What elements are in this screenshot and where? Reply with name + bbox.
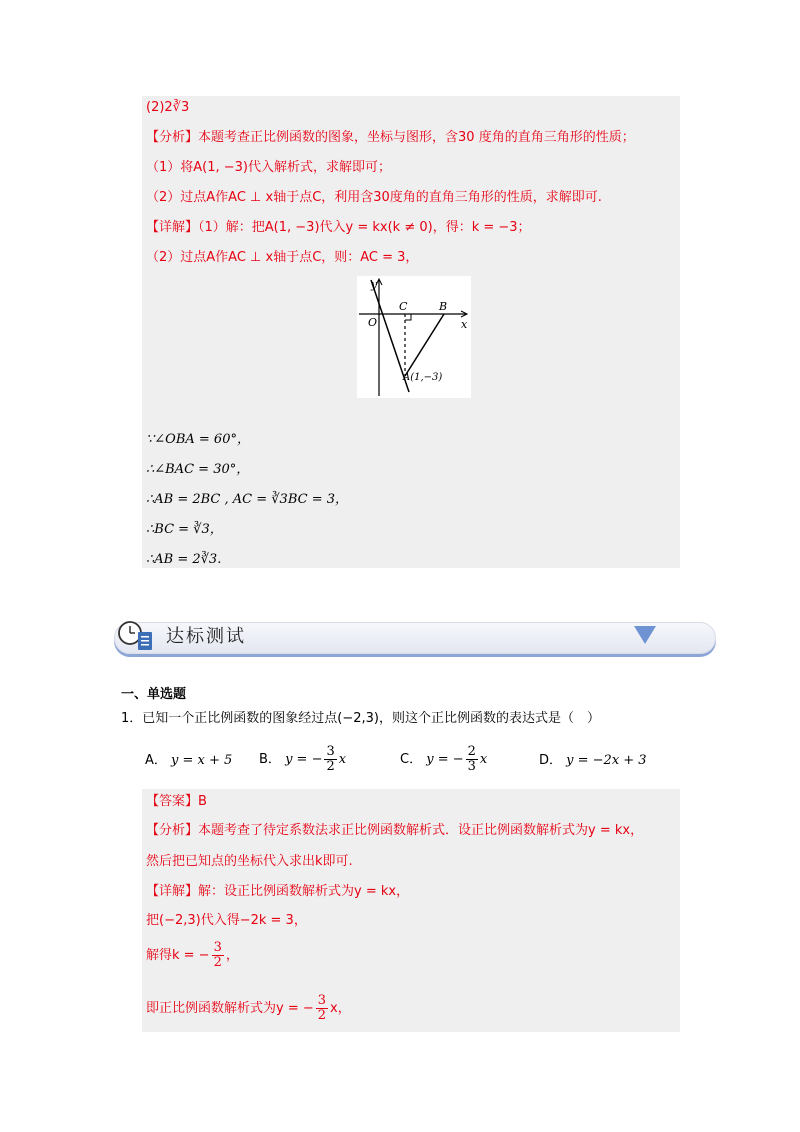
answer-analysis-text: 本题考查了待定系数法求正比例函数解析式．设正比例函数解析式为y = kx， <box>198 823 644 838</box>
option-b-fraction <box>324 745 336 774</box>
proof-line-4: ∴BC = ∛3， <box>146 522 223 537</box>
answer-solve-fraction <box>212 941 224 970</box>
option-c <box>400 745 487 774</box>
section-banner <box>108 618 714 656</box>
answer-line: (2)2∛3 <box>146 100 190 115</box>
line-ab <box>405 314 444 376</box>
answer-final-fraction <box>316 994 328 1023</box>
proof-line-1: ∵∠OBA = 60°， <box>146 432 250 447</box>
option-a <box>145 751 232 771</box>
answer-final-den: 2 <box>317 1008 327 1023</box>
detail-step-1: （1）解：把A(1, −3)代入y = kx(k ≠ 0)，得：k = −3； <box>198 220 531 235</box>
answer-final-prefix: 即正比例函数解析式为y = − <box>146 1001 314 1016</box>
answer-solve-line <box>146 941 239 971</box>
answer-analysis-text-2: 然后把已知点的坐标代入求出k即可. <box>146 854 353 869</box>
label-b: B <box>439 300 448 313</box>
option-b-letter: B． <box>259 752 281 767</box>
section-heading: 一、单选题 <box>121 687 187 702</box>
answer-substitution: 把(−2,3)代入得−2k = 3， <box>146 913 307 928</box>
answer-analysis-tag: 【分析】 <box>146 823 199 838</box>
triangle-down-icon <box>634 626 656 644</box>
clock-document-icon <box>116 618 158 656</box>
answer-label: 【答案】B <box>146 794 207 809</box>
option-c-expr: y = − <box>426 752 464 767</box>
option-b-tail: x <box>338 752 347 767</box>
option-c-letter: C． <box>400 752 423 767</box>
option-c-tail: x <box>479 752 488 767</box>
answer-panel <box>142 789 680 1032</box>
answer-detail-tag: 【详解】 <box>146 884 199 899</box>
option-b <box>259 745 346 774</box>
option-c-fraction <box>466 745 478 774</box>
answer-analysis-line <box>146 821 643 841</box>
answer-solve-den: 2 <box>213 955 222 970</box>
answer-solve-tail: ， <box>225 948 239 963</box>
option-c-num: 2 <box>467 744 476 759</box>
proof-line-2: ∴∠BAC = 30°， <box>146 462 250 477</box>
option-a-expr: y = x + 5 <box>171 753 233 768</box>
graph-svg <box>357 276 471 398</box>
label-a: A(1,−3) <box>403 372 443 383</box>
detail-step-2: （2）过点A作AC ⊥ x轴于点C，则：AC = 3， <box>146 250 419 265</box>
answer-final-line <box>146 994 351 1024</box>
answer-detail-text: 解：设正比例函数解析式为y = kx， <box>198 884 410 899</box>
option-a-letter: A． <box>145 753 167 768</box>
answer-detail-line <box>146 882 409 902</box>
label-o: O <box>368 316 378 329</box>
option-c-den: 3 <box>467 759 476 774</box>
analysis-line <box>146 128 635 148</box>
option-b-den: 2 <box>326 759 335 774</box>
right-angle-mark <box>405 314 411 320</box>
option-b-expr: y = − <box>285 752 323 767</box>
answer-solve-prefix: 解得k = − <box>146 948 210 963</box>
analysis-step-1: （1）将A(1, −3)代入解析式，求解即可； <box>146 160 392 175</box>
question-1-stem: 1．已知一个正比例函数的图象经过点(−2,3)，则这个正比例函数的表达式是（ ） <box>121 711 600 726</box>
proof-line-5: ∴AB = 2∛3. <box>146 552 222 567</box>
answer-final-num: 3 <box>317 993 327 1008</box>
analysis-text: 本题考查正比例函数的图象，坐标与图形，含30 度角的直角三角形的性质； <box>198 130 635 145</box>
detail-line <box>146 218 531 238</box>
detail-tag: 【详解】 <box>146 220 199 235</box>
analysis-tag: 【分析】 <box>146 130 199 145</box>
option-d <box>539 751 647 771</box>
option-b-num: 3 <box>326 744 335 759</box>
solution-panel <box>142 96 680 568</box>
answer-final-tail: x， <box>330 1001 351 1016</box>
option-d-letter: D． <box>539 753 563 768</box>
banner-title: 达标测试 <box>166 626 246 647</box>
label-x: x <box>461 318 468 331</box>
proof-line-3: ∴AB = 2BC , AC = ∛3BC = 3， <box>146 492 348 507</box>
analysis-step-2: （2）过点A作AC ⊥ x轴于点C，利用含30度角的直角三角形的性质，求解即可. <box>146 190 602 205</box>
label-c: C <box>399 300 408 313</box>
answer-solve-num: 3 <box>213 940 222 955</box>
label-y: y <box>371 278 378 291</box>
coordinate-graph <box>357 276 471 398</box>
option-d-expr: y = −2x + 3 <box>566 753 647 768</box>
